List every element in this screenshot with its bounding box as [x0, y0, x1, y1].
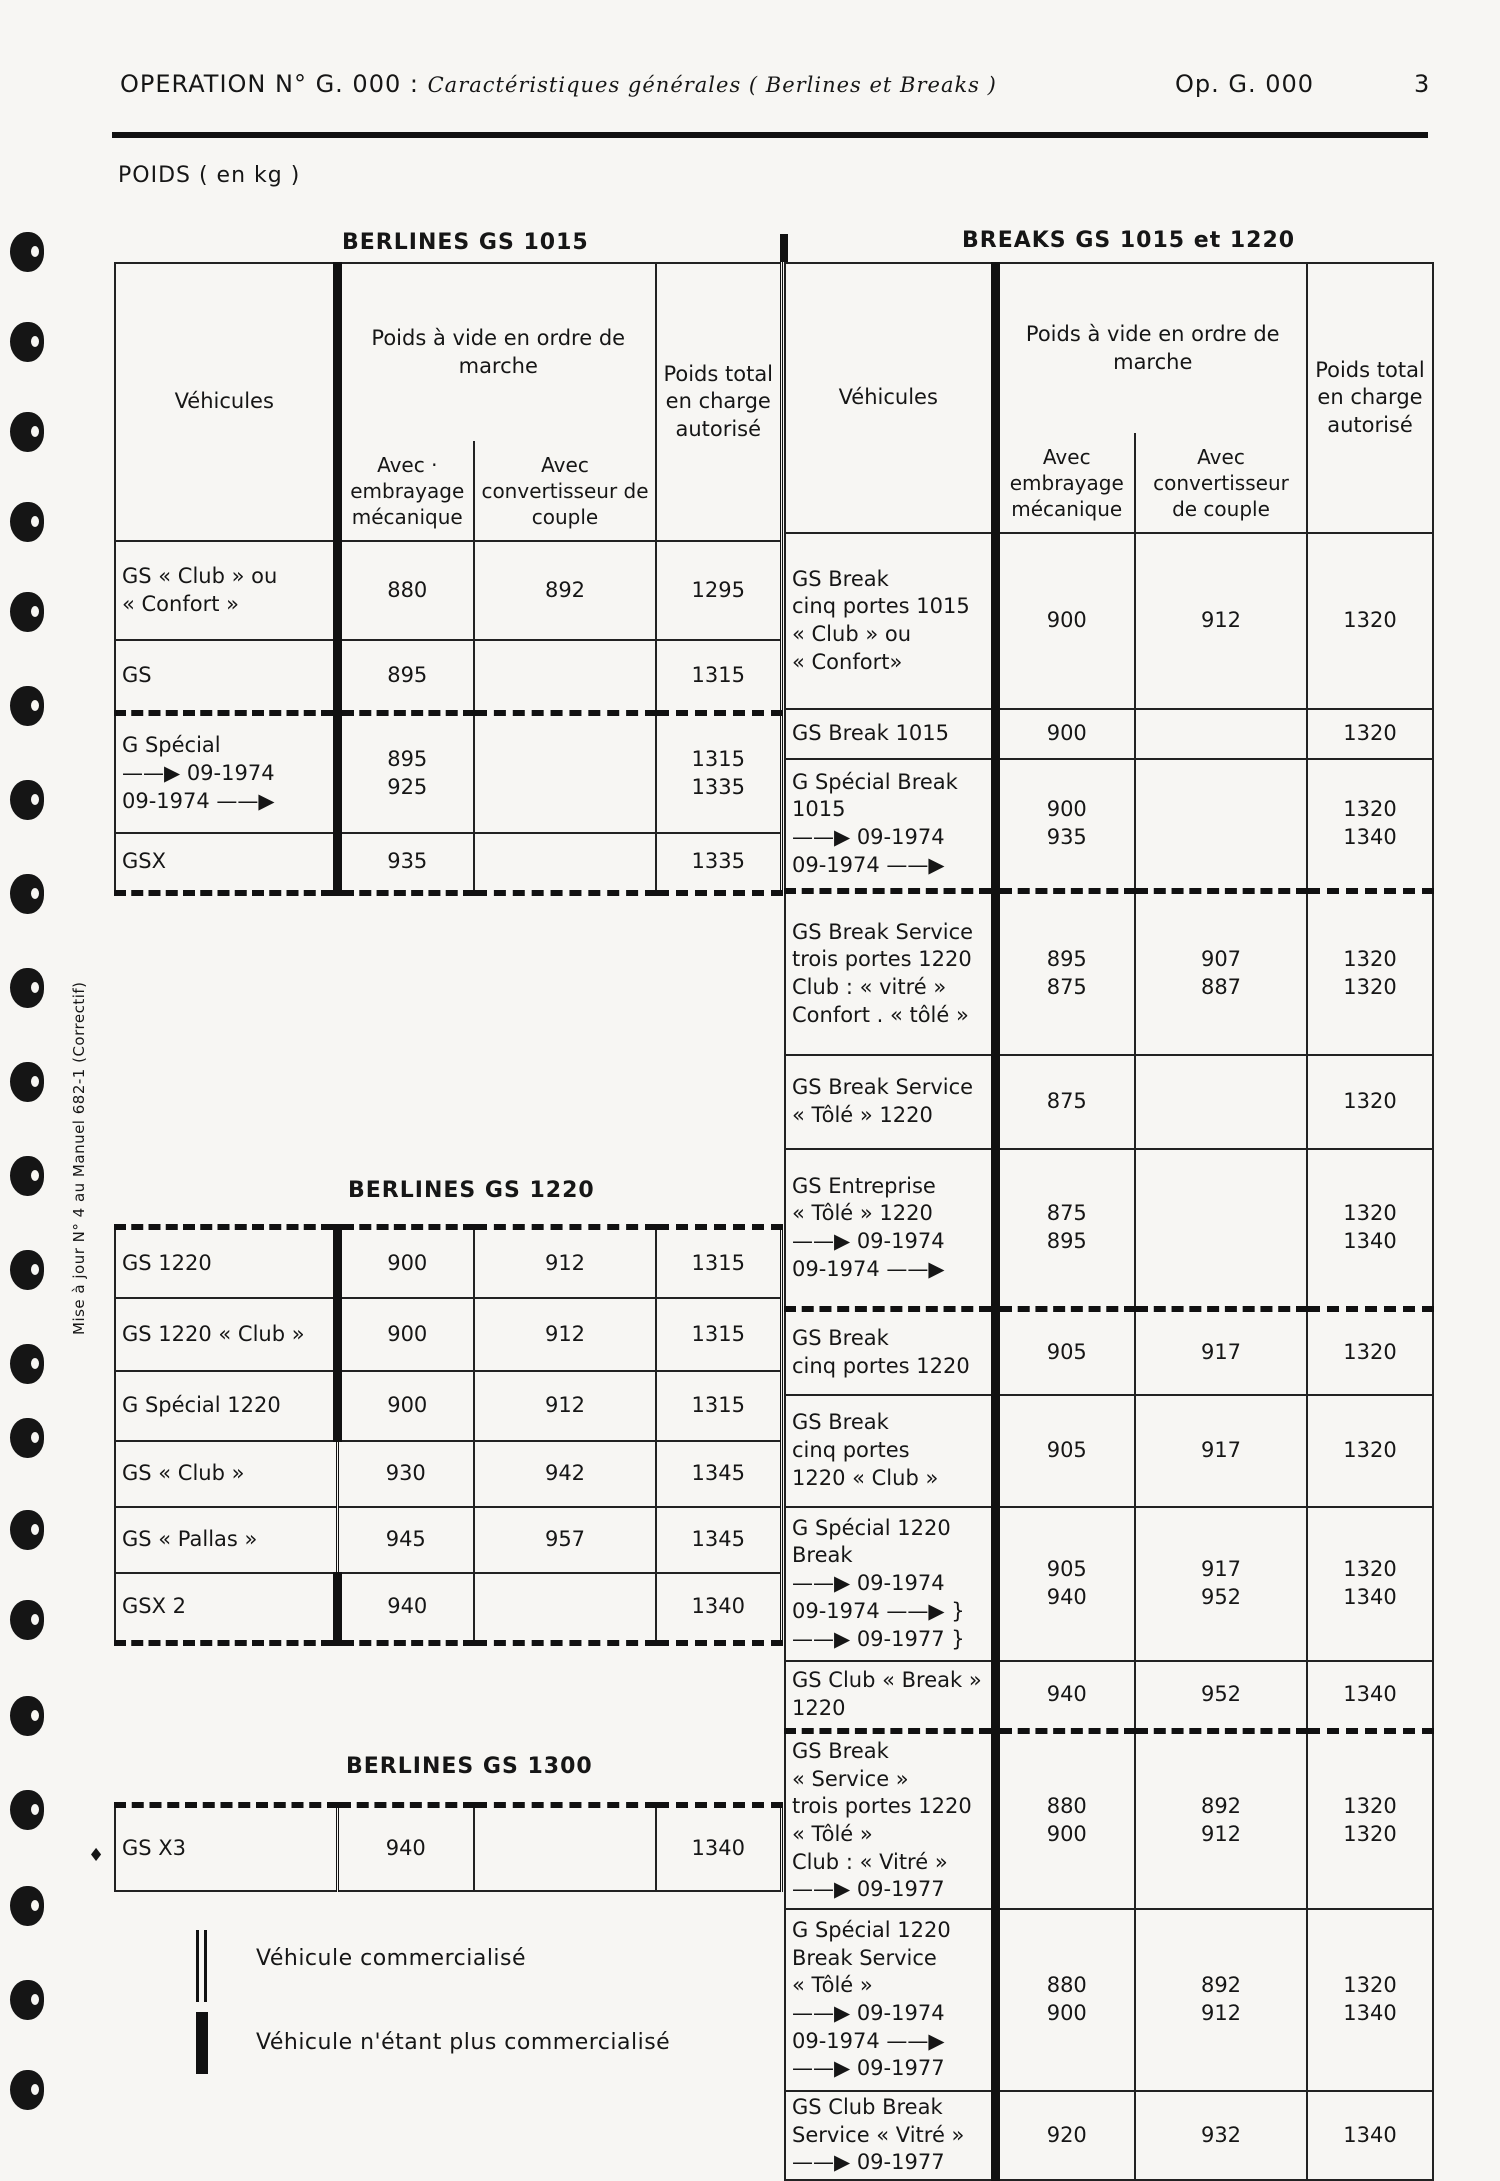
conv-weight-cell — [474, 1805, 656, 1891]
page-header — [120, 70, 997, 98]
section-title-breaks: BREAKS GS 1015 et 1220 — [962, 228, 1296, 253]
table-row — [785, 1395, 1433, 1507]
legend-line-double — [196, 1930, 199, 2002]
mech-weight-cell: 895 — [337, 640, 474, 713]
total-weight-cell: 1320 1340 — [1307, 1909, 1433, 2091]
mech-weight-cell: 945 — [337, 1507, 474, 1573]
vehicle-cell: GS Break Service trois portes 1220 Club : « vitré » Confort . « tôlé » — [785, 891, 995, 1055]
table-row — [785, 1149, 1433, 1309]
table-row — [115, 1371, 781, 1441]
conv-weight-cell: 942 — [474, 1441, 656, 1507]
conv-weight-cell: 892 — [474, 541, 656, 640]
vehicle-cell: GS Entreprise « Tôlé » 1220 ——▶ 09-1974 09-1974 ——▶ — [785, 1149, 995, 1309]
conv-weight-cell — [1135, 1055, 1307, 1149]
conv-weight-cell — [474, 1573, 656, 1643]
vehicle-cell: GS 1220 « Club » — [115, 1298, 337, 1371]
conv-weight-cell: 907 887 — [1135, 891, 1307, 1055]
table-row — [115, 1441, 781, 1507]
col-header-converter: Avec convertisseur de couple — [474, 441, 656, 541]
binder-hole — [10, 1156, 44, 1196]
total-weight-cell: 1320 — [1307, 709, 1433, 759]
mech-weight-cell: 875 — [995, 1055, 1135, 1149]
operation-subtitle: Caractéristiques générales ( Berlines et Breaks ) — [427, 73, 997, 97]
table-row — [115, 1507, 781, 1573]
total-weight-cell: 1320 1340 — [1307, 1507, 1433, 1661]
binder-hole — [10, 412, 44, 452]
conv-weight-cell: 932 — [1135, 2091, 1307, 2180]
conv-weight-cell: 892 912 — [1135, 1909, 1307, 2091]
total-weight-cell: 1315 1335 — [656, 713, 781, 833]
col-header-total: Poids total en charge autorisé — [1307, 263, 1433, 533]
vehicle-cell: GS Break cinq portes 1015 « Club » ou « Confort» — [785, 533, 995, 709]
vehicle-cell: GS Club Break Service « Vitré » ——▶ 09-1977 — [785, 2091, 995, 2180]
total-weight-cell: 1320 1340 — [1307, 759, 1433, 891]
binder-hole — [10, 592, 44, 632]
mech-weight-cell: 905 — [995, 1395, 1135, 1507]
mech-weight-cell: 895 875 — [995, 891, 1135, 1055]
conv-weight-cell: 917 952 — [1135, 1507, 1307, 1661]
total-weight-cell: 1295 — [656, 541, 781, 640]
total-weight-cell: 1320 — [1307, 1055, 1433, 1149]
table-row — [785, 2091, 1433, 2180]
conv-weight-cell: 912 — [474, 1227, 656, 1298]
binder-hole — [10, 1510, 44, 1550]
table-row — [785, 1731, 1433, 1909]
mech-weight-cell: 900 935 — [995, 759, 1135, 891]
mech-weight-cell: 880 — [337, 541, 474, 640]
conv-weight-cell: 912 — [1135, 533, 1307, 709]
conv-weight-cell — [474, 833, 656, 893]
binder-hole — [10, 1344, 44, 1384]
table-berlines-1015 — [114, 262, 783, 896]
vehicle-cell: GS Break Service « Tôlé » 1220 — [785, 1055, 995, 1149]
mech-weight-cell: 905 — [995, 1309, 1135, 1395]
vehicle-cell: GS « Club » ou « Confort » — [115, 541, 337, 640]
header-rule — [112, 132, 1428, 138]
binder-hole — [10, 1980, 44, 2020]
mech-weight-cell: 920 — [995, 2091, 1135, 2180]
conv-weight-cell: 917 — [1135, 1395, 1307, 1507]
binder-hole — [10, 968, 44, 1008]
conv-weight-cell: 957 — [474, 1507, 656, 1573]
vehicle-cell: GSX — [115, 833, 337, 893]
conv-weight-cell — [474, 713, 656, 833]
total-weight-cell: 1340 — [656, 1573, 781, 1643]
vehicle-cell: G Spécial 1220 Break Service « Tôlé » ——▶ 09-1974 09-1974 ——▶ ——▶ 09-1977 — [785, 1909, 995, 2091]
vehicle-cell: G Spécial ——▶ 09-1974 09-1974 ——▶ — [115, 713, 337, 833]
table-row — [785, 891, 1433, 1055]
table-breaks — [784, 262, 1434, 2181]
divider-mark — [780, 234, 788, 262]
vehicle-cell: GS — [115, 640, 337, 713]
col-header-empty-weight: Poids à vide en ordre de marche — [337, 263, 656, 441]
total-weight-cell: 1315 — [656, 1371, 781, 1441]
vehicle-cell: GS 1220 — [115, 1227, 337, 1298]
conv-weight-cell: 912 — [474, 1298, 656, 1371]
table-row — [785, 1661, 1433, 1731]
total-weight-cell: 1345 — [656, 1441, 781, 1507]
table-row — [785, 1309, 1433, 1395]
mech-weight-cell: 935 — [337, 833, 474, 893]
table-row — [785, 533, 1433, 709]
vehicle-cell: GS X3 — [115, 1805, 337, 1891]
table-berlines-1300 — [114, 1802, 783, 1892]
vehicle-cell: GSX 2 — [115, 1573, 337, 1643]
vehicle-cell: GS Break 1015 — [785, 709, 995, 759]
vehicle-cell: GS Break cinq portes 1220 — [785, 1309, 995, 1395]
page-number: 3 — [1414, 70, 1431, 98]
legend-line-thick — [196, 2012, 208, 2074]
table-row — [115, 541, 781, 640]
weights-title: POIDS ( en kg ) — [118, 163, 301, 188]
total-weight-cell: 1320 — [1307, 533, 1433, 709]
legend-not-marketed: Véhicule n'étant plus commercialisé — [256, 2030, 671, 2055]
total-weight-cell: 1340 — [656, 1805, 781, 1891]
mech-weight-cell: 930 — [337, 1441, 474, 1507]
table-row — [115, 640, 781, 713]
legend-marketed: Véhicule commercialisé — [256, 1946, 527, 1971]
binder-hole — [10, 1250, 44, 1290]
binder-hole — [10, 686, 44, 726]
col-header-mechanical: Avec embrayage mécanique — [995, 433, 1135, 533]
conv-weight-cell: 952 — [1135, 1661, 1307, 1731]
table-berlines-1220 — [114, 1224, 783, 1646]
vehicle-cell: GS Club « Break » 1220 — [785, 1661, 995, 1731]
mech-weight-cell: 895 925 — [337, 713, 474, 833]
binder-hole — [10, 502, 44, 542]
total-weight-cell: 1340 — [1307, 2091, 1433, 2180]
mech-weight-cell: 900 — [995, 709, 1135, 759]
section-title-berlines-1220: BERLINES GS 1220 — [348, 1178, 595, 1203]
binder-hole — [10, 874, 44, 914]
table-row — [115, 1227, 781, 1298]
binder-hole — [10, 322, 44, 362]
total-weight-cell: 1335 — [656, 833, 781, 893]
col-header-total: Poids total en charge autorisé — [656, 263, 781, 541]
mech-weight-cell: 900 — [337, 1227, 474, 1298]
binder-hole — [10, 1790, 44, 1830]
binder-hole — [10, 1886, 44, 1926]
conv-weight-cell — [474, 640, 656, 713]
conv-weight-cell: 892 912 — [1135, 1731, 1307, 1909]
table-row — [785, 1507, 1433, 1661]
conv-weight-cell — [1135, 709, 1307, 759]
mech-weight-cell: 900 — [337, 1298, 474, 1371]
vehicle-cell: GS Break cinq portes 1220 « Club » — [785, 1395, 995, 1507]
binder-hole — [10, 1696, 44, 1736]
table-row — [115, 1298, 781, 1371]
vehicle-cell: GS « Club » — [115, 1441, 337, 1507]
table-row — [785, 1055, 1433, 1149]
binder-hole — [10, 1062, 44, 1102]
op-code: Op. G. 000 — [1175, 70, 1315, 98]
col-header-vehicles: Véhicules — [115, 263, 337, 541]
binder-hole — [10, 1418, 44, 1458]
conv-weight-cell — [1135, 759, 1307, 891]
side-note: Mise à jour N° 4 au Manuel 682-1 (Correctif) — [70, 981, 88, 1335]
table-row — [785, 1909, 1433, 2091]
col-header-vehicles: Véhicules — [785, 263, 995, 533]
total-weight-cell: 1320 — [1307, 1309, 1433, 1395]
mech-weight-cell: 940 — [337, 1805, 474, 1891]
legend-line-double — [204, 1930, 207, 2002]
section-title-berlines-1015: BERLINES GS 1015 — [342, 230, 589, 255]
table-row — [115, 1573, 781, 1643]
mech-weight-cell: 940 — [995, 1661, 1135, 1731]
total-weight-cell: 1320 1320 — [1307, 1731, 1433, 1909]
binder-hole — [10, 1600, 44, 1640]
col-header-mechanical: Avec · embrayage mécanique — [337, 441, 474, 541]
vehicle-cell: GS « Pallas » — [115, 1507, 337, 1573]
vehicle-cell: G Spécial 1220 Break ——▶ 09-1974 09-1974 ——▶ } ——▶ 09-1977 } — [785, 1507, 995, 1661]
binder-hole — [10, 2070, 44, 2110]
total-weight-cell: 1315 — [656, 1227, 781, 1298]
total-weight-cell: 1315 — [656, 1298, 781, 1371]
vehicle-cell: GS Break « Service » trois portes 1220 « Tôlé » Club : « Vitré » ——▶ 09-1977 — [785, 1731, 995, 1909]
total-weight-cell: 1340 — [1307, 1661, 1433, 1731]
table-row — [115, 833, 781, 893]
col-header-converter: Avec convertisseur de couple — [1135, 433, 1307, 533]
col-header-empty-weight: Poids à vide en ordre de marche — [995, 263, 1307, 433]
conv-weight-cell: 917 — [1135, 1309, 1307, 1395]
total-weight-cell: 1315 — [656, 640, 781, 713]
operation-label: OPERATION N° G. 000 : — [120, 70, 419, 98]
section-title-berlines-1300: BERLINES GS 1300 — [346, 1754, 593, 1779]
binder-hole — [10, 780, 44, 820]
total-weight-cell: 1320 1340 — [1307, 1149, 1433, 1309]
mech-weight-cell: 900 — [337, 1371, 474, 1441]
vehicle-cell: G Spécial Break 1015 ——▶ 09-1974 09-1974 ——▶ — [785, 759, 995, 891]
mech-weight-cell: 880 900 — [995, 1909, 1135, 2091]
conv-weight-cell: 912 — [474, 1371, 656, 1441]
binder-hole — [10, 232, 44, 272]
total-weight-cell: 1320 1320 — [1307, 891, 1433, 1055]
table-row — [115, 713, 781, 833]
total-weight-cell: 1320 — [1307, 1395, 1433, 1507]
mech-weight-cell: 875 895 — [995, 1149, 1135, 1309]
mech-weight-cell: 900 — [995, 533, 1135, 709]
vehicle-cell: G Spécial 1220 — [115, 1371, 337, 1441]
conv-weight-cell — [1135, 1149, 1307, 1309]
table-row — [785, 709, 1433, 759]
mech-weight-cell: 880 900 — [995, 1731, 1135, 1909]
total-weight-cell: 1345 — [656, 1507, 781, 1573]
mech-weight-cell: 940 — [337, 1573, 474, 1643]
mech-weight-cell: 905 940 — [995, 1507, 1135, 1661]
bullet-mark: ♦ — [88, 1845, 105, 1866]
table-row — [115, 1805, 781, 1891]
table-row — [785, 759, 1433, 891]
